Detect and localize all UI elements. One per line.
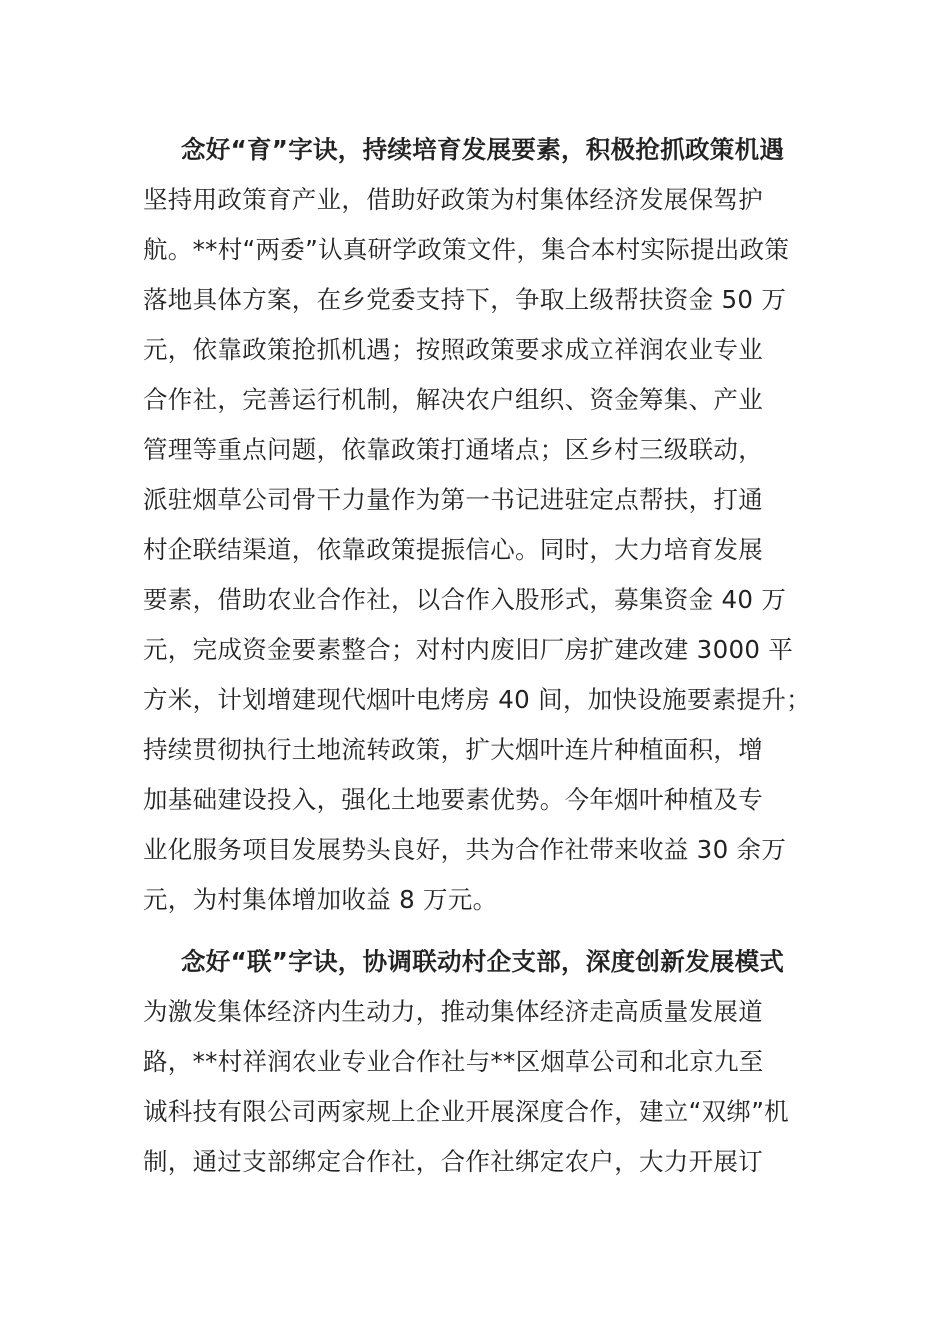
paragraph-line: 元，依靠政策抢抓机遇；按照政策要求成立祥润农业专业 (143, 335, 763, 364)
paragraph-line: 管理等重点问题，依靠政策打通堵点；区乡村三级联动， (143, 435, 763, 464)
paragraph-line: 路，**村祥润农业专业合作社与**区烟草公司和北京九至 (143, 1047, 764, 1076)
paragraph-line: 派驻烟草公司骨干力量作为第一书记进驻定点帮扶，打通 (143, 485, 763, 514)
section-paragraph-lian (143, 987, 807, 1187)
paragraph-line: 元，完成资金要素整合；对村内废旧厂房扩建改建 3000 平 (143, 635, 794, 664)
section-heading-yu: 念好“育”字诀，持续培育发展要素，积极抢抓政策机遇 (181, 135, 785, 164)
paragraph-line: 元，为村集体增加收益 8 万元。 (143, 885, 498, 914)
paragraph-spacer (143, 925, 807, 937)
paragraph-line: 合作社，完善运行机制，解决农户组织、资金筹集、产业 (143, 385, 763, 414)
paragraph-line: 制，通过支部绑定合作社，合作社绑定农户，大力开展订 (143, 1147, 763, 1176)
section-heading-lian: 念好“联”字诀，协调联动村企支部，深度创新发展模式 (181, 947, 785, 976)
paragraph-line: 为激发集体经济内生动力，推动集体经济走高质量发展道 (143, 997, 763, 1026)
paragraph-line: 要素，借助农业合作社，以合作入股形式，募集资金 40 万 (143, 585, 787, 614)
paragraph-line: 航。**村“两委”认真研学政策文件，集合本村实际提出政策 (143, 235, 790, 264)
paragraph-line: 诚科技有限公司两家规上企业开展深度合作，建立“双绑”机 (143, 1097, 789, 1126)
paragraph-line: 持续贯彻执行土地流转政策，扩大烟叶连片种植面积，增 (143, 735, 763, 764)
paragraph-line: 落地具体方案，在乡党委支持下，争取上级帮扶资金 50 万 (143, 285, 787, 314)
paragraph-line: 方米，计划增建现代烟叶电烤房 40 间，加快设施要素提升； (143, 685, 811, 714)
paragraph-line: 加基础建设投入，强化土地要素优势。今年烟叶种植及专 (143, 785, 763, 814)
paragraph-line: 村企联结渠道，依靠政策提振信心。同时，大力培育发展 (143, 535, 763, 564)
paragraph-line: 业化服务项目发展势头良好，共为合作社带来收益 30 余万 (143, 835, 787, 864)
document-body (143, 125, 811, 1187)
paragraph-line: 坚持用政策育产业，借助好政策为村集体经济发展保驾护 (143, 185, 763, 214)
section-paragraph-yu (143, 175, 811, 925)
